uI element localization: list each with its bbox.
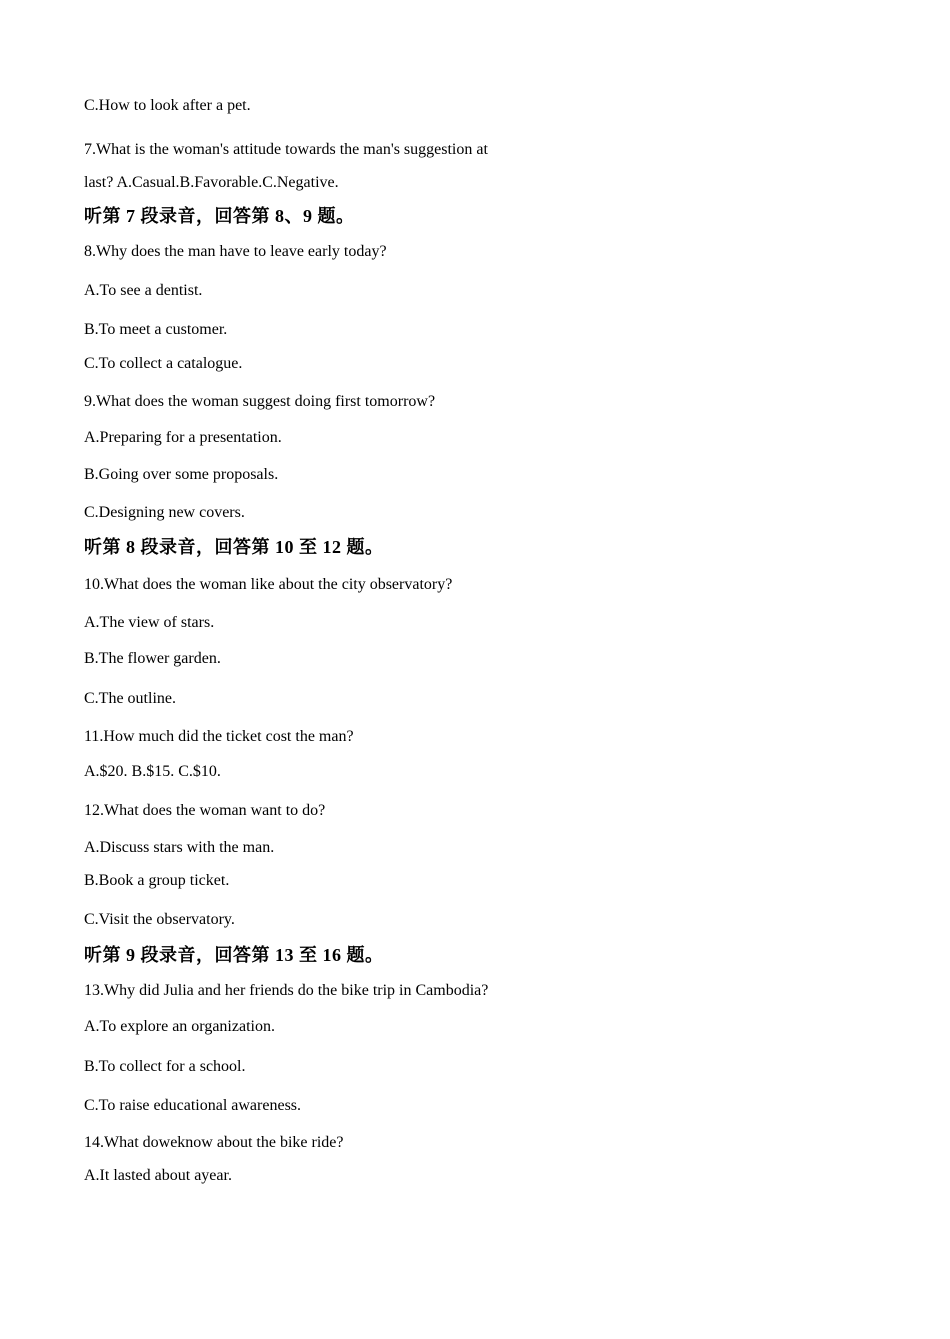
option-b-q9: B.Going over some proposals. — [84, 466, 279, 483]
option-c-q8: C.To collect a catalogue. — [84, 355, 243, 372]
option-b-q8: B.To meet a customer. — [84, 321, 228, 338]
question-10: 10.What does the woman like about the city observatory? — [84, 576, 453, 593]
option-c-q6: C.How to look after a pet. — [84, 97, 251, 114]
option-c-q9: C.Designing new covers. — [84, 504, 245, 521]
option-a-q13: A.To explore an organization. — [84, 1018, 275, 1035]
option-c-q13: C.To raise educational awareness. — [84, 1097, 302, 1114]
section-heading-7: 听第 7 段录音，回答第 8、9 题。 — [84, 206, 355, 226]
question-14: 14.What doweknow about the bike ride? — [84, 1134, 344, 1151]
question-12: 12.What does the woman want to do? — [84, 802, 326, 819]
option-b-q13: B.To collect for a school. — [84, 1058, 246, 1075]
question-7-options: last? A.Casual.B.Favorable.C.Negative. — [84, 174, 339, 191]
option-b-q10: B.The flower garden. — [84, 650, 221, 667]
section-heading-8: 听第 8 段录音，回答第 10 至 12 题。 — [84, 537, 384, 557]
option-b-q12: B.Book a group ticket. — [84, 872, 230, 889]
question-11: 11.How much did the ticket cost the man? — [84, 728, 354, 745]
option-a-q8: A.To see a dentist. — [84, 282, 203, 299]
section-heading-9: 听第 9 段录音，回答第 13 至 16 题。 — [84, 945, 384, 965]
option-a-q14: A.It lasted about ayear. — [84, 1167, 232, 1184]
question-13: 13.Why did Julia and her friends do the bike trip in Cambodia? — [84, 982, 489, 999]
question-8: 8.Why does the man have to leave early today? — [84, 243, 387, 260]
option-c-q12: C.Visit the observatory. — [84, 911, 235, 928]
option-a-q10: A.The view of stars. — [84, 614, 215, 631]
option-a-q9: A.Preparing for a presentation. — [84, 429, 282, 446]
option-c-q10: C.The outline. — [84, 690, 176, 707]
question-9: 9.What does the woman suggest doing first tomorrow? — [84, 393, 436, 410]
question-7: 7.What is the woman's attitude towards the man's suggestion at — [84, 141, 488, 158]
option-a-q12: A.Discuss stars with the man. — [84, 839, 275, 856]
question-11-options: A.$20. B.$15. C.$10. — [84, 763, 221, 780]
